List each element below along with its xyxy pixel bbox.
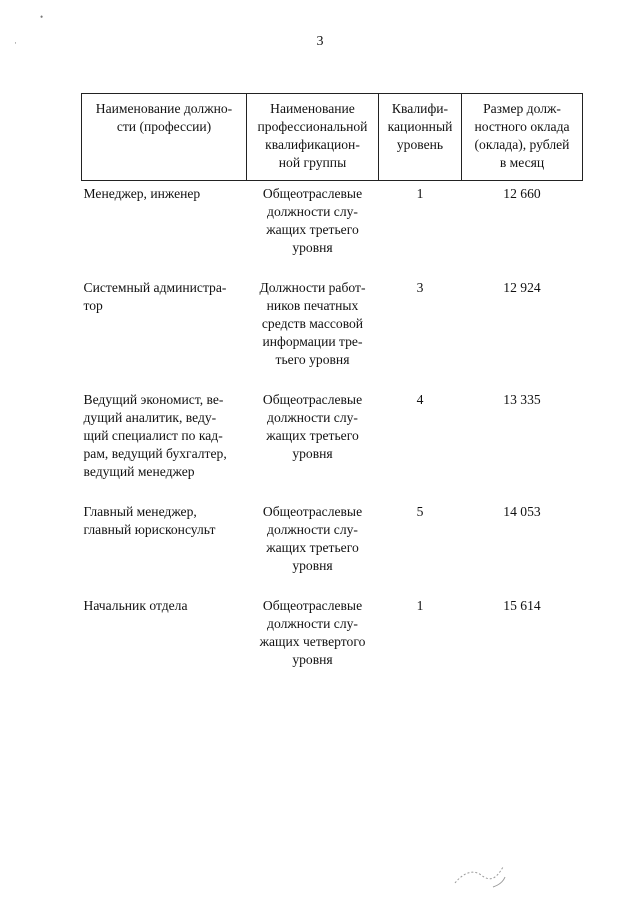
salary-table [81, 93, 583, 669]
cell-salary: 12 924 [503, 280, 541, 295]
cell-position: Главный менеджер, главный юрисконсульт [83, 504, 216, 537]
cell-salary: 12 660 [503, 186, 541, 201]
table-row [82, 181, 583, 258]
table-header-row [82, 94, 583, 181]
scan-speck: · [14, 38, 17, 48]
table-row [82, 279, 583, 369]
scan-speck: • [40, 12, 44, 22]
table-row [82, 597, 583, 669]
cell-group: Общеотраслевые должности слу- жащих четвертого уровня [259, 598, 366, 667]
cell-level: 4 [416, 392, 424, 407]
table-row [82, 503, 583, 575]
handwritten-mark-icon [445, 855, 515, 895]
cell-level: 5 [416, 504, 424, 519]
cell-level: 1 [416, 598, 424, 613]
row-spacer [82, 575, 583, 597]
cell-salary: 13 335 [503, 392, 541, 407]
row-spacer [82, 369, 583, 391]
cell-level: 3 [416, 280, 424, 295]
page-number: 3 [316, 34, 324, 49]
header-position: Наименование должно- сти (профессии) [82, 94, 247, 181]
cell-position: Ведущий экономист, ве- дущий аналитик, веду- щий специалист по кад- рам, ведущий бухгалтер, ведущий менеджер [83, 392, 227, 479]
cell-group: Общеотраслевые должности слу- жащих третьего уровня [262, 504, 363, 573]
cell-group: Общеотраслевые должности слу- жащих третьего уровня [262, 186, 363, 255]
cell-salary: 15 614 [503, 598, 541, 613]
cell-group: Общеотраслевые должности слу- жащих третьего уровня [262, 392, 363, 461]
cell-position: Системный администра- тор [83, 280, 227, 313]
cell-salary: 14 053 [503, 504, 541, 519]
row-spacer [82, 257, 583, 279]
cell-position: Начальник отдела [83, 598, 188, 613]
header-qualification-level: Квалифи- кационный уровень [379, 94, 462, 181]
row-spacer [82, 481, 583, 503]
cell-group: Должности работ- ников печатных средств массовой информации тре- тьего уровня [259, 280, 366, 367]
table-row [82, 391, 583, 481]
header-qualification-group: Наименование профессиональной квалификацион- ной группы [247, 94, 379, 181]
cell-position: Менеджер, инженер [83, 186, 201, 201]
header-salary: Размер долж- ностного оклада (оклада), рублей в месяц [462, 94, 583, 181]
cell-level: 1 [416, 186, 424, 201]
